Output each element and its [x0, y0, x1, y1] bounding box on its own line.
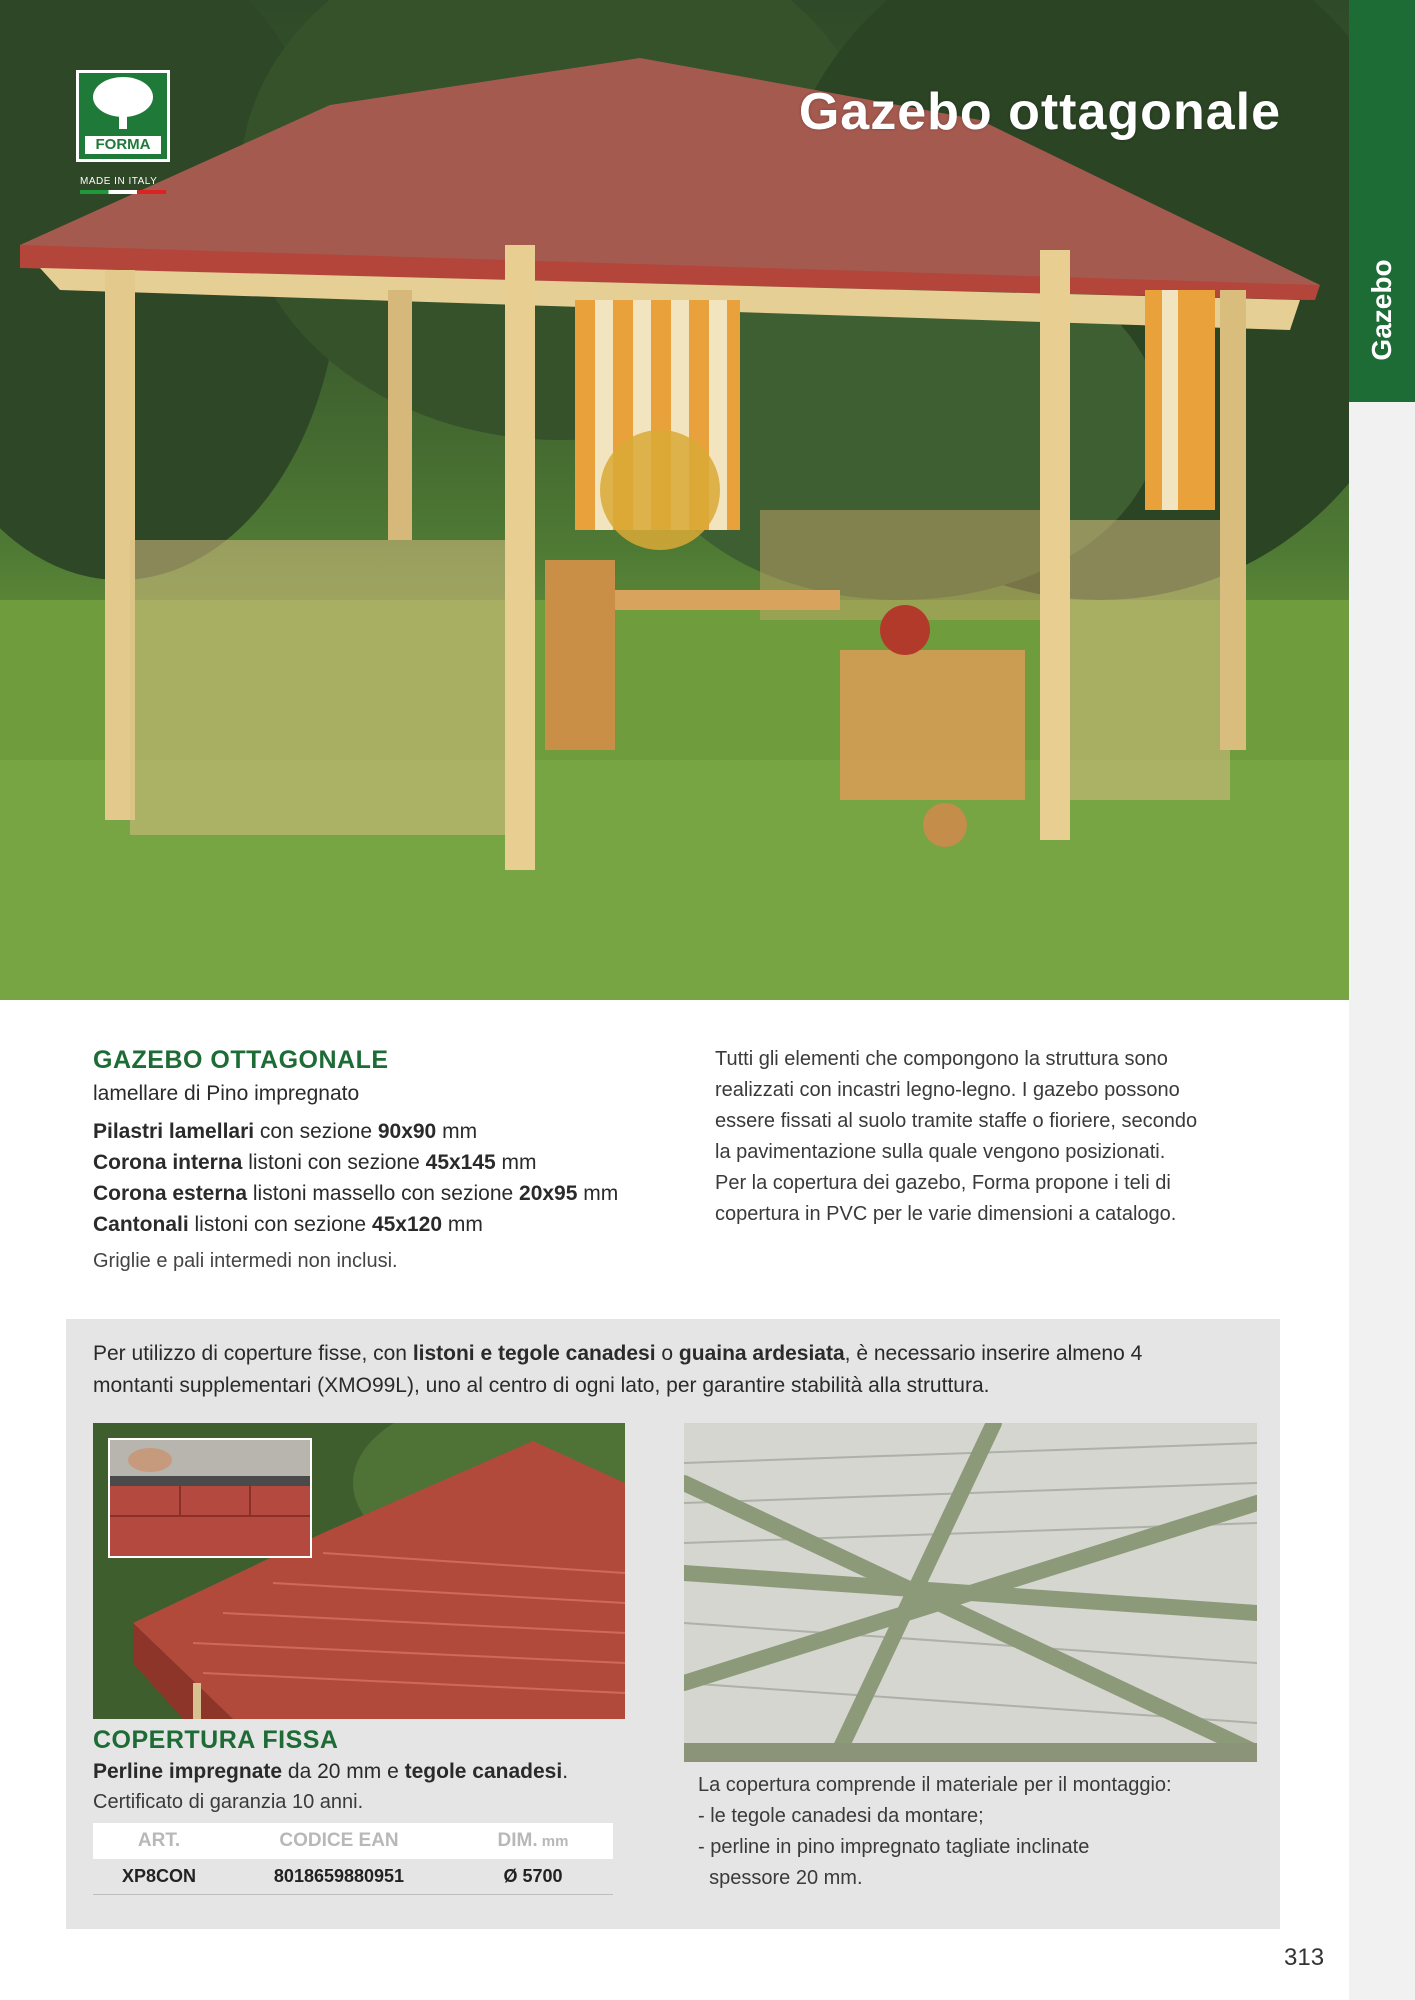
page-number: 313 [1284, 1944, 1325, 1971]
description-line: essere fissati al suolo tramite staffe o fioriere, secondo [715, 1110, 1198, 1132]
ceiling-line: spessore 20 mm. [698, 1867, 863, 1889]
panel-intro [93, 1338, 1273, 1402]
section-tab-label-box [1349, 250, 1415, 370]
spec-value: 20x95 [519, 1182, 578, 1205]
intro-bold: guaina ardesiata [678, 1342, 845, 1365]
header-dim-label: DIM. [497, 1830, 538, 1851]
tree-icon [79, 73, 167, 133]
spec-unit: mm [577, 1182, 619, 1205]
spec-line [93, 1147, 693, 1178]
spec-unit: mm [495, 1151, 537, 1174]
description-line: Tutti gli elementi che compongono la struttura sono [715, 1048, 1168, 1070]
spec-text: listoni con sezione [188, 1213, 372, 1236]
spec-value: 45x120 [371, 1213, 443, 1236]
hero-photo [0, 0, 1349, 1000]
header-ean: CODICE EAN [279, 1830, 399, 1851]
description-line: realizzati con incastri legno-legno. I gazebo possono [715, 1079, 1180, 1101]
intro-text: , è necessario inserire almeno 4 [844, 1342, 1143, 1365]
cell-dim: Ø 5700 [503, 1866, 563, 1886]
header-dim [453, 1830, 613, 1852]
product-description [715, 1044, 1275, 1230]
tile-detail-illustration [110, 1440, 310, 1556]
warranty-text: Certificato di garanzia 10 anni. [93, 1791, 364, 1813]
italian-flag-stripe [80, 190, 166, 194]
ceiling-line: La copertura comprende il materiale per il montaggio: [698, 1774, 1172, 1796]
ceiling-line: - perline in pino impregnato tagliate inclinate [698, 1836, 1090, 1858]
description-line: la pavimentazione sulla quale vengono posizionati. [715, 1141, 1166, 1163]
spec-name: Corona interna [93, 1151, 243, 1174]
panel-intro-line: montanti supplementari (XMO99L), uno al centro di ogni lato, per garantire stabilità alla struttura. [93, 1374, 990, 1397]
section-tab-label: Gazebo [1366, 259, 1397, 361]
spec-value: 90x90 [377, 1120, 437, 1143]
spec-unit: mm [436, 1120, 478, 1143]
ceiling-illustration [684, 1423, 1257, 1762]
spec-value: 45x145 [425, 1151, 496, 1174]
gazebo-illustration [0, 0, 1349, 1000]
logo-label: FORMA [85, 136, 161, 154]
description-line: copertura in PVC per le varie dimensioni a catalogo. [715, 1203, 1177, 1225]
header-art: ART. [137, 1830, 181, 1851]
cell-ean: 8018659880951 [273, 1866, 405, 1886]
hero-title: Gazebo ottagonale [798, 83, 1281, 141]
panel-intro-line [93, 1338, 1273, 1370]
table-row [93, 1859, 613, 1895]
spec-line [93, 1209, 693, 1240]
spec-list [93, 1116, 693, 1240]
ceiling-line: - le tegole canadesi da montare; [698, 1805, 984, 1827]
copertura-title: COPERTURA FISSA [93, 1726, 339, 1754]
product-table [93, 1823, 613, 1895]
product-subtitle: lamellare di Pino impregnato [93, 1082, 360, 1105]
spec-line [93, 1116, 693, 1147]
intro-text: o [655, 1342, 679, 1365]
copertura-description [93, 1760, 568, 1784]
spec-text: listoni massello con sezione [247, 1182, 520, 1205]
spec-text: listoni con sezione [242, 1151, 426, 1174]
tile-detail-inset [108, 1438, 312, 1558]
ceiling-description [698, 1770, 1258, 1894]
spec-text: con sezione [254, 1120, 378, 1143]
copertura-text: . [562, 1760, 569, 1783]
product-title: GAZEBO OTTAGONALE [93, 1046, 389, 1074]
description-line: Per la copertura dei gazebo, Forma propone i teli di [715, 1172, 1171, 1194]
table-header [93, 1823, 613, 1859]
forma-logo [76, 70, 170, 162]
spec-name: Cantonali [93, 1213, 189, 1236]
ceiling-structure-photo [684, 1423, 1257, 1762]
intro-text: Per utilizzo di coperture fisse, con [93, 1342, 413, 1365]
spec-name: Corona esterna [93, 1182, 248, 1205]
cell-art: XP8CON [121, 1866, 197, 1886]
spec-line [93, 1178, 693, 1209]
copertura-bold: Perline impregnate [93, 1760, 283, 1783]
made-in-italy-label: MADE IN ITALY [80, 176, 158, 187]
spec-name: Pilastri lamellari [93, 1120, 255, 1143]
header-dim-unit: mm [537, 1833, 569, 1850]
copertura-text: da 20 mm e [282, 1760, 405, 1783]
product-note: Griglie e pali intermedi non inclusi. [93, 1250, 398, 1272]
copertura-bold: tegole canadesi [404, 1760, 563, 1783]
intro-bold: listoni e tegole canadesi [412, 1342, 656, 1365]
spec-unit: mm [442, 1213, 483, 1236]
